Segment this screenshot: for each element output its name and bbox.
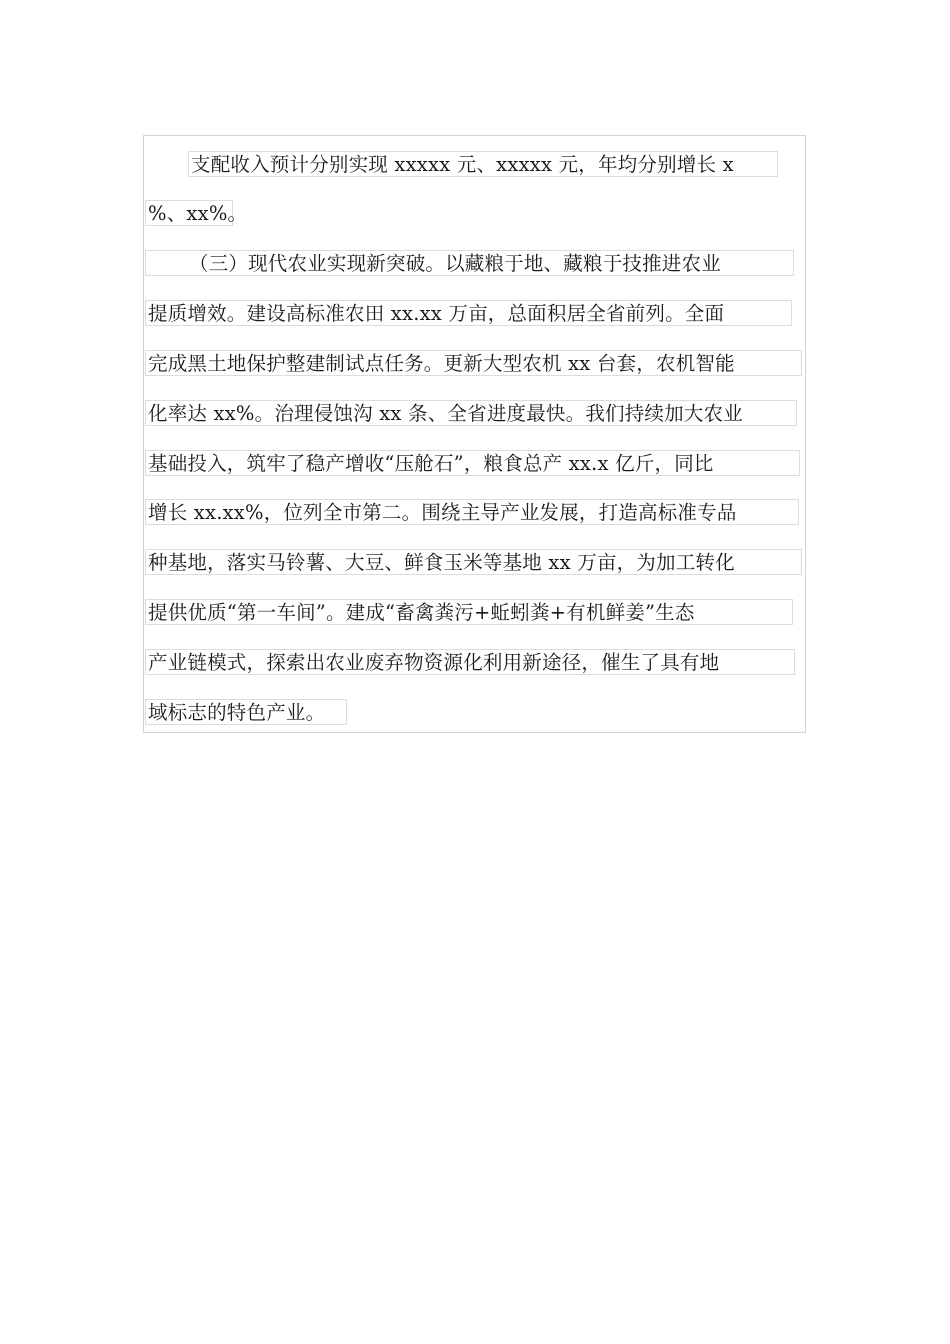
paragraph-line-9: 种基地，落实马铃薯、大豆、鲜食玉米等基地 xx 万亩，为加工转化 <box>145 549 802 575</box>
paragraph-line-4: 提质增效。建设高标准农田 xx.xx 万亩，总面积居全省前列。全面 <box>145 300 792 326</box>
paragraph-line-2: %、xx%。 <box>145 200 233 226</box>
paragraph-line-8: 增长 xx.xx%，位列全市第二。围绕主导产业发展，打造高标准专品 <box>145 499 799 525</box>
paragraph-line-5: 完成黑土地保护整建制试点任务。更新大型农机 xx 台套，农机智能 <box>145 350 802 376</box>
paragraph-line-11: 产业链模式，探索出农业废弃物资源化利用新途径，催生了具有地 <box>145 649 795 675</box>
paragraph-line-3: （三）现代农业实现新突破。以藏粮于地、藏粮于技推进农业 <box>145 250 794 276</box>
paragraph-line-12: 域标志的特色产业。 <box>145 699 347 725</box>
paragraph-line-7: 基础投入，筑牢了稳产增收“压舱石”，粮食总产 xx.x 亿斤，同比 <box>145 450 800 476</box>
paragraph-line-10: 提供优质“第一车间”。建成“畜禽粪污+蚯蚓粪+有机鲜姜”生态 <box>145 599 793 625</box>
paragraph-line-6: 化率达 xx%。治理侵蚀沟 xx 条、全省进度最快。我们持续加大农业 <box>145 400 797 426</box>
paragraph-line-1: 支配收入预计分别实现 xxxxx 元、xxxxx 元，年均分别增长 x <box>188 151 778 177</box>
